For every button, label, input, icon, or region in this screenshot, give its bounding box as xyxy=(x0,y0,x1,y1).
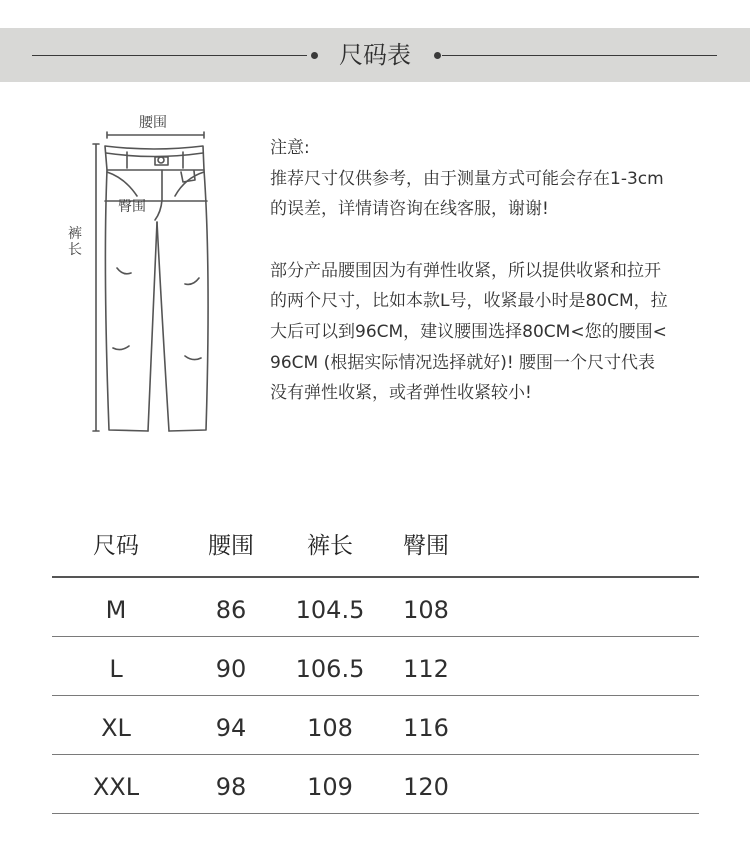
cell-hip: 108 xyxy=(403,596,449,624)
length-measure-line xyxy=(93,144,99,431)
header-waist: 腰围 xyxy=(208,533,254,559)
cell-size: XXL xyxy=(92,773,140,801)
cell-length: 109 xyxy=(307,773,353,801)
header-hip: 臀围 xyxy=(403,533,449,559)
cell-length: 104.5 xyxy=(295,596,365,624)
table-row xyxy=(52,696,699,755)
pants-illustration xyxy=(65,108,225,443)
cell-waist: 90 xyxy=(215,655,247,683)
waist-measure-line xyxy=(107,132,204,138)
cell-waist: 86 xyxy=(215,596,247,624)
header-divider-right xyxy=(442,55,717,56)
cell-hip: 120 xyxy=(403,773,449,801)
table-row xyxy=(52,637,699,696)
table-row xyxy=(52,755,699,814)
cell-waist: 98 xyxy=(215,773,247,801)
size-notes xyxy=(270,133,700,409)
note-line: 推荐尺寸仅供参考，由于测量方式可能会存在1-3cm xyxy=(270,168,664,189)
size-chart-header xyxy=(0,28,750,82)
length-label: 裤长 xyxy=(68,226,82,258)
table-row xyxy=(52,578,699,637)
note-line: 的误差，详情请咨询在线客服，谢谢! xyxy=(270,199,549,220)
cell-length: 108 xyxy=(307,714,353,742)
hip-label: 臀围 xyxy=(118,199,146,215)
header-size: 尺码 xyxy=(93,533,139,559)
note-line: 的两个尺寸，比如本款L号，收紧最小时是80CM，拉 xyxy=(270,291,668,312)
note-line: 部分产品腰围因为有弹性收紧，所以提供收紧和拉开 xyxy=(270,260,661,281)
cell-hip: 116 xyxy=(403,714,449,742)
cell-size: XL xyxy=(101,714,131,742)
note-line: 没有弹性收紧，或者弹性收紧较小! xyxy=(270,383,532,404)
waist-label: 腰围 xyxy=(139,115,167,131)
note-line: 96CM (根据实际情况选择就好)! 腰围一个尺寸代表 xyxy=(270,352,656,373)
note-spacer xyxy=(270,225,700,256)
note-line: 大后可以到96CM，建议腰围选择80CM<您的腰围< xyxy=(270,321,667,342)
cell-hip: 112 xyxy=(403,655,449,683)
page-title: 尺码表 xyxy=(339,41,411,69)
header-dot-left xyxy=(311,52,318,59)
table-header-row xyxy=(52,518,699,578)
cell-size: L xyxy=(109,655,123,683)
note-line: 注意: xyxy=(270,138,310,158)
header-divider-left xyxy=(32,55,307,56)
cell-size: M xyxy=(105,596,127,624)
header-length: 裤长 xyxy=(307,533,353,559)
cell-length: 106.5 xyxy=(295,655,365,683)
size-table xyxy=(52,518,699,814)
cell-waist: 94 xyxy=(215,714,247,742)
pants-measurement-diagram xyxy=(65,108,225,443)
header-dot-right xyxy=(434,52,441,59)
